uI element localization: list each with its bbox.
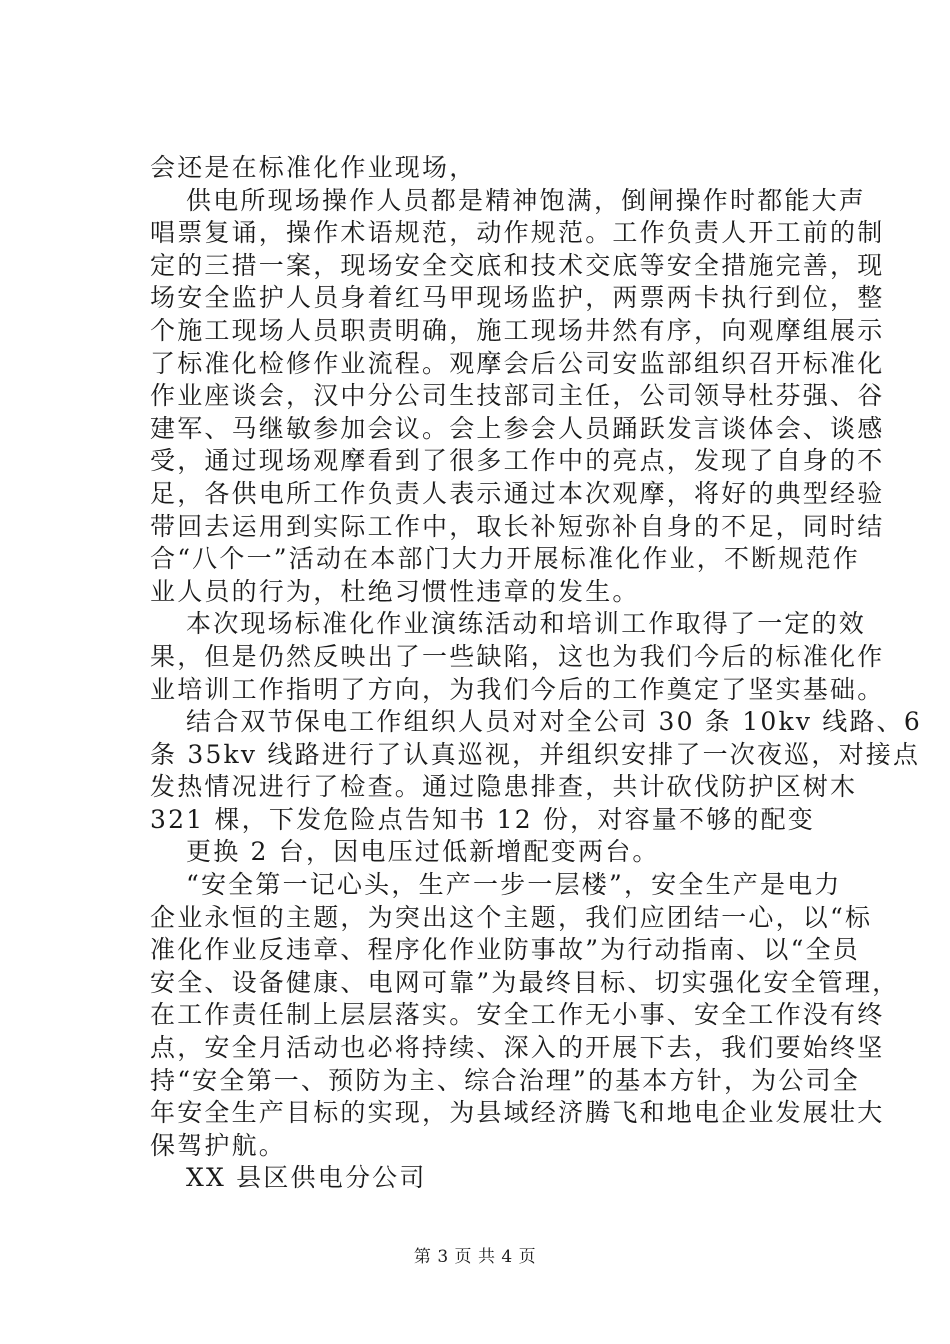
text-line: 供电所现场操作人员都是精神饱满，倒闸操作时都能大声 (186, 185, 867, 215)
text-line: 定的三措一案，现场安全交底和技术交底等安全措施完善，现 (150, 250, 885, 280)
text-line: 点，安全月活动也必将持续、深入的开展下去，我们要始终坚 (150, 1033, 885, 1063)
text-line: 更换 2 台，因电压过低新增配变两台。 (186, 837, 660, 867)
text-line: 业人员的行为，杜绝习惯性违章的发生。 (150, 576, 640, 606)
text-line: 建军、马继敏参加会议。会上参会人员踊跃发言谈体会、谈感 (150, 413, 885, 443)
text-line: 企业永恒的主题，为突出这个主题，我们应团结一心，以“标 (150, 902, 873, 932)
text-line: 作业座谈会，汉中分公司生技部司主任，公司领导杜芬强、谷 (150, 381, 885, 411)
text-line: 结合双节保电工作组织人员对对全公司 30 条 10kv 线路、6 (186, 707, 922, 737)
text-line: 年安全生产目标的实现，为县域经济腾飞和地电企业发展壮大 (150, 1098, 885, 1128)
text-line: 本次现场标准化作业演练活动和培训工作取得了一定的效 (186, 609, 867, 639)
text-line: 业培训工作指明了方向，为我们今后的工作奠定了坚实基础。 (150, 674, 885, 704)
text-line: 带回去运用到实际工作中，取长补短弥补自身的不足，同时结 (150, 511, 885, 541)
text-line: 安全、设备健康、电网可靠”为最终目标、切实强化安全管理， (150, 967, 900, 997)
text-line: 条 35kv 线路进行了认真巡视，并组织安排了一次夜巡，对接点 (150, 739, 921, 769)
text-line: 发热情况进行了检查。通过隐患排查，共计砍伐防护区树木 (150, 772, 858, 802)
text-line: 在工作责任制上层层落实。安全工作无小事、安全工作没有终 (150, 1000, 885, 1030)
text-line: 持“安全第一、预防为主、综合治理”的基本方针，为公司全 (150, 1065, 860, 1095)
text-line: 足，各供电所工作负责人表示通过本次观摩，将好的典型经验 (150, 478, 885, 508)
text-line: “安全第一记心头，生产一步一层楼”，安全生产是电力 (186, 870, 842, 900)
document-body (150, 152, 922, 1195)
page-number-footer: 第 3 页 共 4 页 (413, 1247, 537, 1267)
text-line: 保驾护航。 (150, 1130, 287, 1160)
text-line: 了标准化检修作业流程。观摩会后公司安监部组织召开标准化 (150, 348, 885, 378)
text-line: 个施工现场人员职责明确，施工现场井然有序，向观摩组展示 (150, 315, 885, 345)
text-line: XX 县区供电分公司 (186, 1163, 427, 1193)
text-line: 321 棵，下发危险点告知书 12 份，对容量不够的配变 (150, 804, 815, 834)
text-line: 合“八个一”活动在本部门大力开展标准化作业，不断规范作 (150, 544, 860, 574)
text-line: 会还是在标准化作业现场， (150, 153, 477, 182)
text-line: 唱票复诵，操作术语规范，动作规范。工作负责人开工前的制 (150, 218, 885, 248)
text-line: 准化作业反违章、程序化作业防事故”为行动指南、以“全员 (150, 935, 860, 965)
text-line: 受，通过现场观摩看到了很多工作中的亮点，发现了自身的不 (150, 446, 885, 476)
text-line: 场安全监护人员身着红马甲现场监护，两票两卡执行到位，整 (150, 283, 885, 313)
text-line: 果，但是仍然反映出了一些缺陷，这也为我们今后的标准化作 (150, 641, 885, 671)
